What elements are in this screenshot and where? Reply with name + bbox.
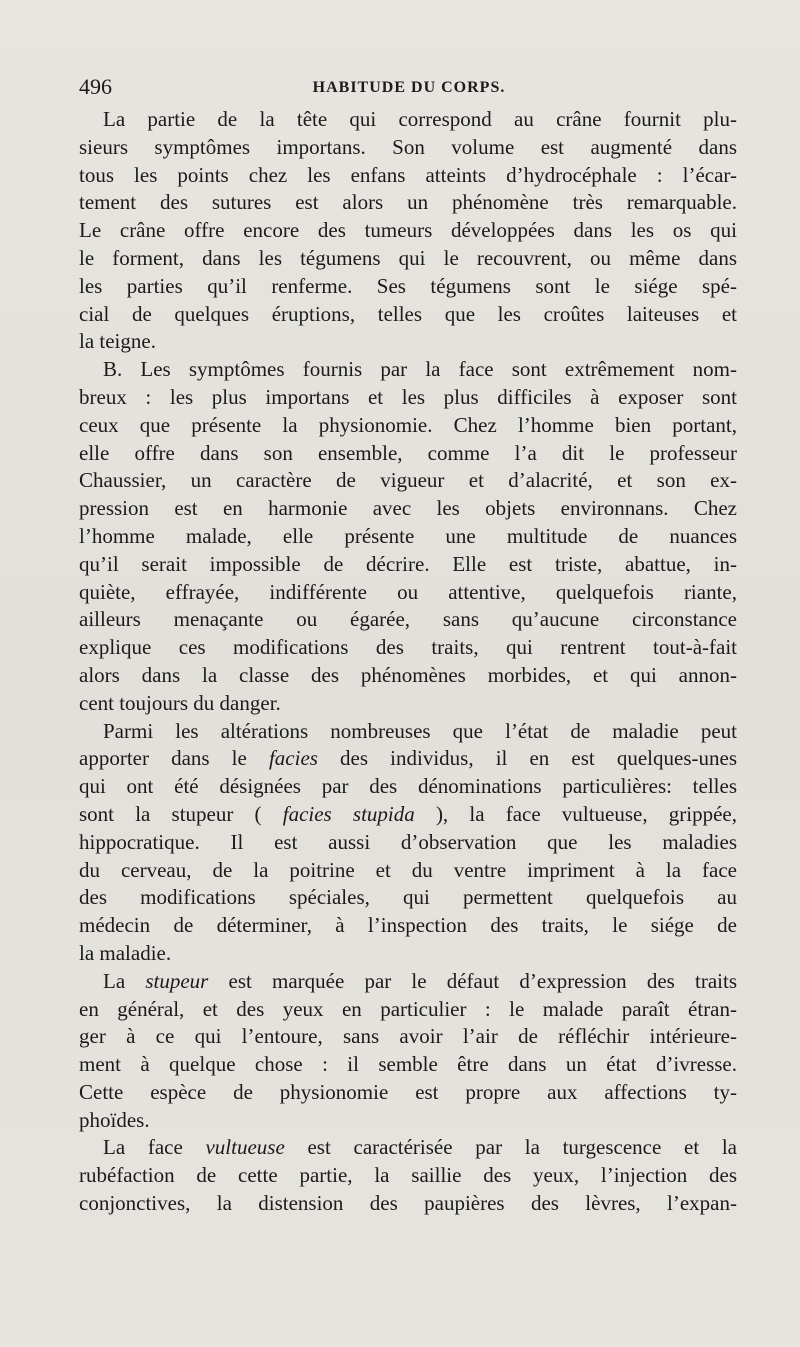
text-line: ment à quelque chose : il semble être dans un état d’ivresse. (79, 1052, 737, 1077)
page-number: 496 (79, 74, 112, 99)
text-line: médecin de déterminer, à l’inspection des traits, le siége de (79, 913, 737, 938)
text-line: ceux que présente la physionomie. Chez l’homme bien portant, (79, 412, 737, 437)
text-line: Le crâne offre encore des tumeurs développées dans les os qui (79, 218, 737, 243)
text-line: l’homme malade, elle présente une multitude de nuances (79, 523, 737, 548)
text-line: B. Les symptômes fournis par la face sont extrêmement nom- (103, 357, 737, 382)
text-line: pression est en harmonie avec les objets environnans. Chez (79, 496, 737, 521)
text-line: sont la stupeur ( facies stupida ), la face vultueuse, grippée, (79, 801, 737, 826)
running-head: HABITUDE DU CORPS. (312, 79, 506, 96)
paragraph-cranium (79, 106, 737, 356)
paragraph-face (79, 356, 737, 717)
page-header (79, 73, 739, 103)
text-line: du cerveau, de la poitrine et du ventre impriment à la face (79, 857, 737, 882)
text-line: Parmi les altérations nombreuses que l’état de maladie peut (103, 718, 737, 743)
text-line: Cette espèce de physionomie est propre aux affections ty- (79, 1079, 737, 1104)
text-line: la teigne. (79, 329, 156, 354)
text-line: elle offre dans son ensemble, comme l’a dit le professeur (79, 440, 737, 465)
text-line: apporter dans le facies des individus, il en est quelques-unes (79, 746, 737, 771)
text-line: tement des sutures est alors un phénomène très remarquable. (79, 190, 737, 215)
text-line: alors dans la classe des phénomènes morbides, et qui annon- (79, 662, 737, 687)
text-line: breux : les plus importans et les plus difficiles à exposer sont (79, 384, 737, 409)
text-line: rubéfaction de cette partie, la saillie des yeux, l’injection des (79, 1163, 737, 1188)
text-line: le forment, dans les tégumens qui le recouvrent, ou même dans (79, 245, 737, 270)
text-line: sieurs symptômes importans. Son volume est augmenté dans (79, 134, 737, 159)
text-line: conjonctives, la distension des paupières des lèvres, l’expan- (79, 1191, 737, 1216)
text-line: les parties qu’il renferme. Ses tégumens sont le siége spé- (79, 273, 737, 298)
text-line: hippocratique. Il est aussi d’observation que les maladies (79, 829, 737, 854)
paragraph-stupeur (79, 968, 737, 1135)
text-line: en général, et des yeux en particulier : le malade paraît étran- (79, 996, 737, 1021)
paragraph-facies (79, 718, 737, 968)
text-line: qui ont été désignées par des dénominations particulières: telles (79, 774, 737, 799)
text-line: des modifications spéciales, qui permettent quelquefois au (79, 885, 737, 910)
text-line: la maladie. (79, 940, 172, 965)
text-line: La partie de la tête qui correspond au crâne fournit plu- (103, 107, 737, 131)
text-line: ailleurs menaçante ou égarée, sans qu’aucune circonstance (79, 607, 737, 632)
text-line: La stupeur est marquée par le défaut d’expression des traits (103, 968, 737, 993)
text-line: tous les points chez les enfans atteints d’hydrocéphale : l’écar- (79, 162, 737, 187)
text-line: qu’il serait impossible de décrire. Elle est triste, abattue, in- (79, 551, 737, 576)
text-line: phoïdes. (79, 1107, 150, 1132)
text-line: La face vultueuse est caractérisée par la turgescence et la (103, 1135, 738, 1160)
text-line: ger à ce qui l’entoure, sans avoir l’air de réfléchir intérieure- (79, 1024, 737, 1049)
paragraph-vultueuse (79, 1134, 737, 1217)
text-line: cent toujours du danger. (79, 690, 281, 715)
text-line: explique ces modifications des traits, qui rentrent tout-à-fait (79, 635, 737, 660)
text-line: quiète, effrayée, indifférente ou attentive, quelquefois riante, (79, 579, 737, 604)
text-line: Chaussier, un caractère de vigueur et d’alacrité, et son ex- (79, 468, 737, 493)
text-line: cial de quelques éruptions, telles que les croûtes laiteuses et (79, 301, 737, 326)
body-text (79, 106, 737, 1218)
